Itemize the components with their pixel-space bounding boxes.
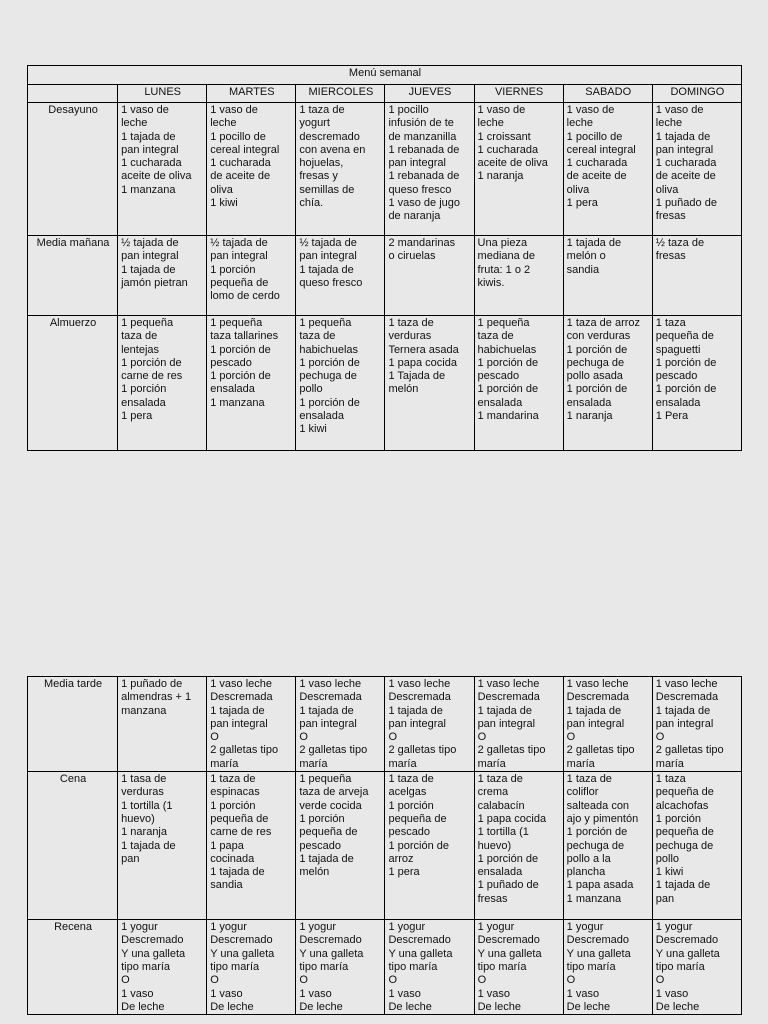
meal-label-desayuno: Desayuno: [28, 103, 118, 236]
menu-cell: ½ tajada de pan integral 1 tajada de queso fresco: [296, 236, 385, 316]
table-row: [28, 677, 742, 772]
meal-label-recena: Recena: [28, 920, 118, 1015]
menu-cell: 1 vaso leche Descremada 1 tajada de pan integral O 2 galletas tipo maría: [474, 677, 563, 772]
day-header-martes: MARTES: [207, 85, 296, 103]
menu-table-bottom: [27, 676, 742, 1015]
menu-cell: 1 taza pequeña de spaguetti 1 porción de pescado 1 porción de ensalada 1 Pera: [652, 316, 741, 451]
menu-cell: 1 taza de arroz con verduras 1 porción de pechuga de pollo asada 1 porción de ensalada 1 naranja: [563, 316, 652, 451]
menu-cell: 1 taza pequeña de alcachofas 1 porción pequeña de pechuga de pollo 1 kiwi 1 tajada de pan: [652, 772, 741, 920]
menu-cell: 1 yogur Descremado Y una galleta tipo maría O 1 vaso De leche: [118, 920, 207, 1015]
menu-cell: ½ tajada de pan integral 1 porción pequeña de lomo de cerdo: [207, 236, 296, 316]
menu-cell: 1 vaso de leche 1 tajada de pan integral 1 cucharada de aceite de oliva 1 puñado de fresas: [652, 103, 741, 236]
meal-label-almuerzo: Almuerzo: [28, 316, 118, 451]
day-header-lunes: LUNES: [118, 85, 207, 103]
menu-cell: 1 pocillo infusión de te de manzanilla 1 rebanada de pan integral 1 rebanada de queso fresco 1 vaso de jugo de naranja: [385, 103, 474, 236]
menu-cell: 1 vaso leche Descremada 1 tajada de pan integral O 2 galletas tipo maría: [296, 677, 385, 772]
menu-cell: 1 pequeña taza tallarines 1 porción de pescado 1 porción de ensalada 1 manzana: [207, 316, 296, 451]
day-header-sabado: SABADO: [563, 85, 652, 103]
meal-label-media-manana: Media mañana: [28, 236, 118, 316]
day-header-viernes: VIERNES: [474, 85, 563, 103]
menu-cell: 1 tasa de verduras 1 tortilla (1 huevo) 1 naranja 1 tajada de pan: [118, 772, 207, 920]
menu-cell: 1 yogur Descremado Y una galleta tipo maría O 1 vaso De leche: [296, 920, 385, 1015]
menu-cell: 1 vaso leche Descremada 1 tajada de pan integral O 2 galletas tipo maría: [207, 677, 296, 772]
table-row: [28, 236, 742, 316]
day-header-miercoles: MIERCOLES: [296, 85, 385, 103]
menu-cell: 1 taza de verduras Ternera asada 1 papa cocida 1 Tajada de melón: [385, 316, 474, 451]
menu-cell: 1 vaso de leche 1 croissant 1 cucharada aceite de oliva 1 naranja: [474, 103, 563, 236]
menu-cell: 1 vaso leche Descremada 1 tajada de pan integral O 2 galletas tipo maría: [652, 677, 741, 772]
menu-cell: 1 taza de espinacas 1 porción pequeña de carne de res 1 papa cocinada 1 tajada de sandia: [207, 772, 296, 920]
menu-cell: 1 yogur Descremado Y una galleta tipo maría O 1 vaso De leche: [207, 920, 296, 1015]
menu-cell: 1 taza de acelgas 1 porción pequeña de pescado 1 porción de arroz 1 pera: [385, 772, 474, 920]
menu-cell: 1 yogur Descremado Y una galleta tipo maría O 1 vaso De leche: [385, 920, 474, 1015]
menu-cell: 1 yogur Descremado Y una galleta tipo maría O 1 vaso De leche: [563, 920, 652, 1015]
menu-cell: ½ taza de fresas: [652, 236, 741, 316]
menu-cell: 1 tajada de melón o sandia: [563, 236, 652, 316]
day-header-jueves: JUEVES: [385, 85, 474, 103]
table-row: [28, 316, 742, 451]
meal-label-media-tarde: Media tarde: [28, 677, 118, 772]
menu-cell: 1 yogur Descremado Y una galleta tipo maría O 1 vaso De leche: [652, 920, 741, 1015]
menu-cell: 1 taza de coliflor salteada con ajo y pimentón 1 porción de pechuga de pollo a la plancha 1 papa asada 1 manzana: [563, 772, 652, 920]
header-blank-cell: [28, 85, 118, 103]
menu-cell: 1 yogur Descremado Y una galleta tipo maría O 1 vaso De leche: [474, 920, 563, 1015]
menu-cell: ½ tajada de pan integral 1 tajada de jamón pietran: [118, 236, 207, 316]
menu-cell: 1 puñado de almendras + 1 manzana: [118, 677, 207, 772]
menu-cell: 2 mandarinas o ciruelas: [385, 236, 474, 316]
table-row: [28, 920, 742, 1015]
day-header-domingo: DOMINGO: [652, 85, 741, 103]
menu-cell: 1 pequeña taza de lentejas 1 porción de carne de res 1 porción ensalada 1 pera: [118, 316, 207, 451]
menu-cell: 1 pequeña taza de arveja verde cocida 1 porción pequeña de pescado 1 tajada de melón: [296, 772, 385, 920]
menu-cell: 1 taza de crema calabacín 1 papa cocida 1 tortilla (1 huevo) 1 porción de ensalada 1 puñado de fresas: [474, 772, 563, 920]
table-title: Menú semanal: [28, 66, 742, 85]
menu-cell: 1 vaso leche Descremada 1 tajada de pan integral O 2 galletas tipo maría: [385, 677, 474, 772]
menu-table-top: [27, 65, 742, 451]
meal-label-cena: Cena: [28, 772, 118, 920]
menu-cell: Una pieza mediana de fruta: 1 o 2 kiwis.: [474, 236, 563, 316]
table-row: [28, 772, 742, 920]
table-row: [28, 103, 742, 236]
menu-cell: 1 vaso de leche 1 tajada de pan integral 1 cucharada aceite de oliva 1 manzana: [118, 103, 207, 236]
menu-cell: 1 vaso de leche 1 pocillo de cereal integral 1 cucharada de aceite de oliva 1 kiwi: [207, 103, 296, 236]
menu-cell: 1 vaso de leche 1 pocillo de cereal integral 1 cucharada de aceite de oliva 1 pera: [563, 103, 652, 236]
menu-cell: 1 taza de yogurt descremado con avena en hojuelas, fresas y semillas de chía.: [296, 103, 385, 236]
menu-cell: 1 pequeña taza de habichuelas 1 porción de pechuga de pollo 1 porción de ensalada 1 kiwi: [296, 316, 385, 451]
menu-cell: 1 pequeña taza de habichuelas 1 porción de pescado 1 porción de ensalada 1 mandarina: [474, 316, 563, 451]
menu-cell: 1 vaso leche Descremada 1 tajada de pan integral O 2 galletas tipo maría: [563, 677, 652, 772]
